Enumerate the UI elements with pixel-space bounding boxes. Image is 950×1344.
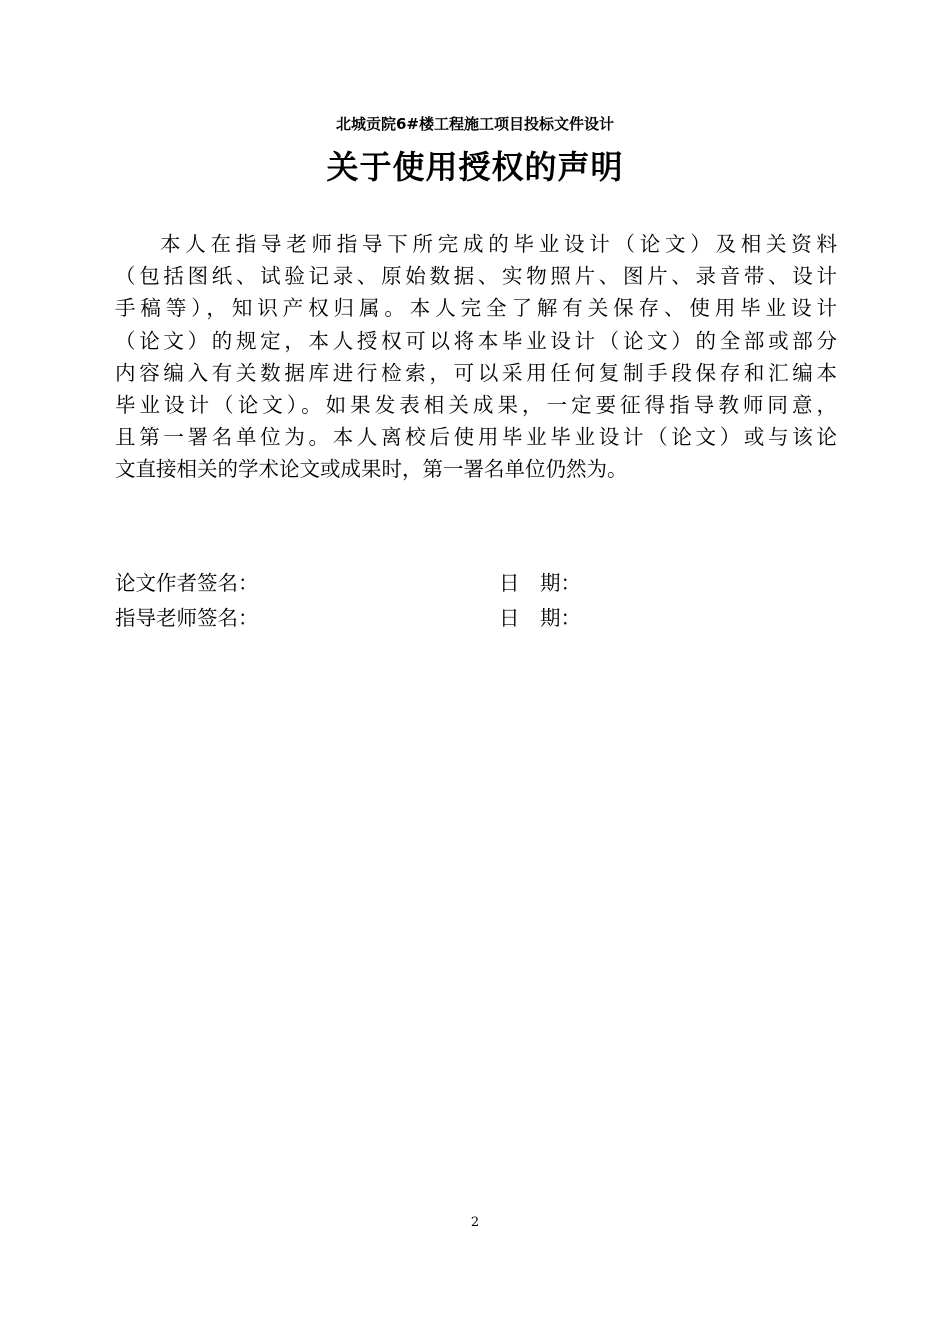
paragraph-line: 且第一署名单位为。本人离校后使用毕业毕业设计（论文）或与该论 [115,425,837,450]
advisor-signature-label: 指导老师签名： [115,606,259,630]
advisor-signature-row [115,603,837,633]
advisor-date-label: 日 期： [499,606,581,630]
paragraph-line: 内容编入有关数据库进行检索，可以采用任何复制手段保存和汇编本 [115,360,837,385]
paragraph-line: 毕业设计（论文）。如果发表相关成果，一定要征得指导教师同意， [115,392,837,417]
page-number: 2 [470,1215,480,1230]
author-date-label: 日 期： [499,571,581,595]
author-signature-row [115,568,837,598]
declaration-paragraph [115,228,837,486]
paragraph-line: （包括图纸、试验记录、原始数据、实物照片、图片、录音带、设计 [115,264,837,289]
paragraph-line: 手稿等），知识产权归属。本人完全了解有关保存、使用毕业设计 [115,296,837,321]
page-title: 关于使用授权的声明 [326,148,624,186]
page-header: 北城贡院6#楼工程施工项目投标文件设计 [335,115,614,133]
paragraph-line: （论文）的规定，本人授权可以将本毕业设计（论文）的全部或部分 [115,328,837,353]
paragraph-line: 本人在指导老师指导下所完成的毕业设计（论文）及相关资料 [160,232,837,256]
author-signature-label: 论文作者签名： [115,571,259,595]
paragraph-line: 文直接相关的学术论文或成果时，第一署名单位仍然为。 [115,457,628,482]
